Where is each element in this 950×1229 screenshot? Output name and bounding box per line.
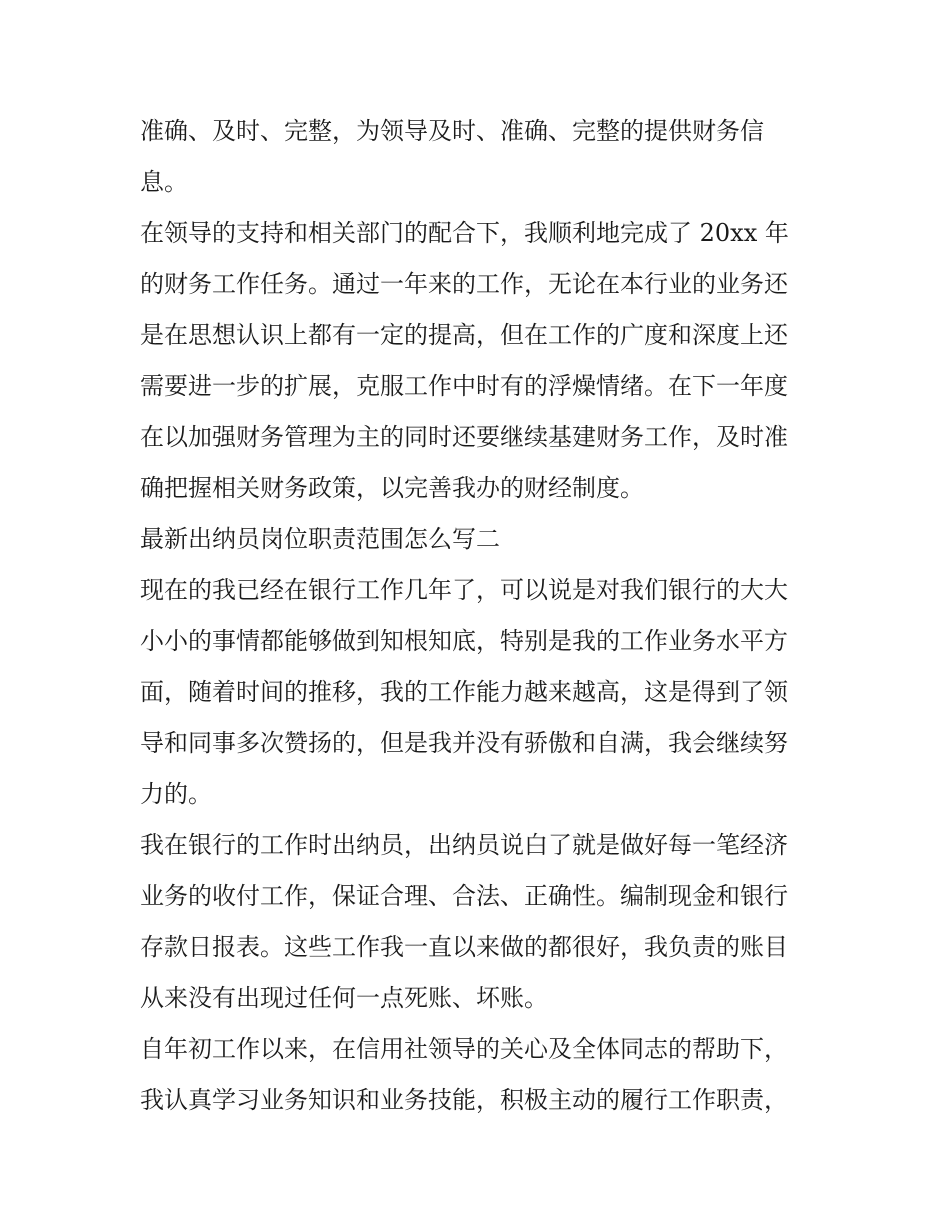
text-line: 小小的事情都能够做到知根知底，特别是我的工作业务水平方: [140, 627, 788, 655]
paragraph: [140, 565, 820, 820]
text-line: 在以加强财务管理为主的同时还要继续基建财务工作，及时准: [140, 423, 788, 451]
text-line: 存款日报表。这些工作我一直以来做的都很好，我负责的账目: [140, 933, 788, 961]
text-line: 从来没有出现过任何一点死账、坏账。: [140, 984, 548, 1012]
paragraph: [140, 208, 820, 514]
text-line: 确把握相关财务政策，以完善我办的财经制度。: [140, 474, 644, 502]
text-line: 力的。: [140, 780, 212, 808]
paragraph: [140, 820, 820, 1024]
text-line: 在领导的支持和相关部门的配合下，我顺利地完成了 20xx 年: [140, 219, 789, 247]
document-body: [140, 106, 820, 1126]
text-line: 业务的收付工作，保证合理、合法、正确性。编制现金和银行: [140, 882, 788, 910]
text-line: 准确、及时、完整，为领导及时、准确、完整的提供财务信: [140, 117, 764, 145]
text-line: 我认真学习业务知识和业务技能，积极主动的履行工作职责，: [140, 1086, 788, 1114]
heading-text: 最新出纳员岗位职责范围怎么写二: [140, 525, 500, 553]
section-heading: [140, 514, 820, 565]
text-line: 自年初工作以来，在信用社领导的关心及全体同志的帮助下，: [140, 1035, 788, 1063]
text-line: 息。: [140, 168, 188, 196]
paragraph: [140, 1024, 820, 1126]
text-line: 导和同事多次赞扬的，但是我并没有骄傲和自满，我会继续努: [140, 729, 788, 757]
text-line: 现在的我已经在银行工作几年了，可以说是对我们银行的大大: [140, 576, 788, 604]
text-line: 需要进一步的扩展，克服工作中时有的浮燥情绪。在下一年度: [140, 372, 788, 400]
paragraph: [140, 106, 820, 208]
text-line: 是在思想认识上都有一定的提高，但在工作的广度和深度上还: [140, 321, 788, 349]
text-line: 面，随着时间的推移，我的工作能力越来越高，这是得到了领: [140, 678, 788, 706]
text-line: 的财务工作任务。通过一年来的工作，无论在本行业的业务还: [140, 270, 788, 298]
text-line: 我在银行的工作时出纳员，出纳员说白了就是做好每一笔经济: [140, 831, 788, 859]
